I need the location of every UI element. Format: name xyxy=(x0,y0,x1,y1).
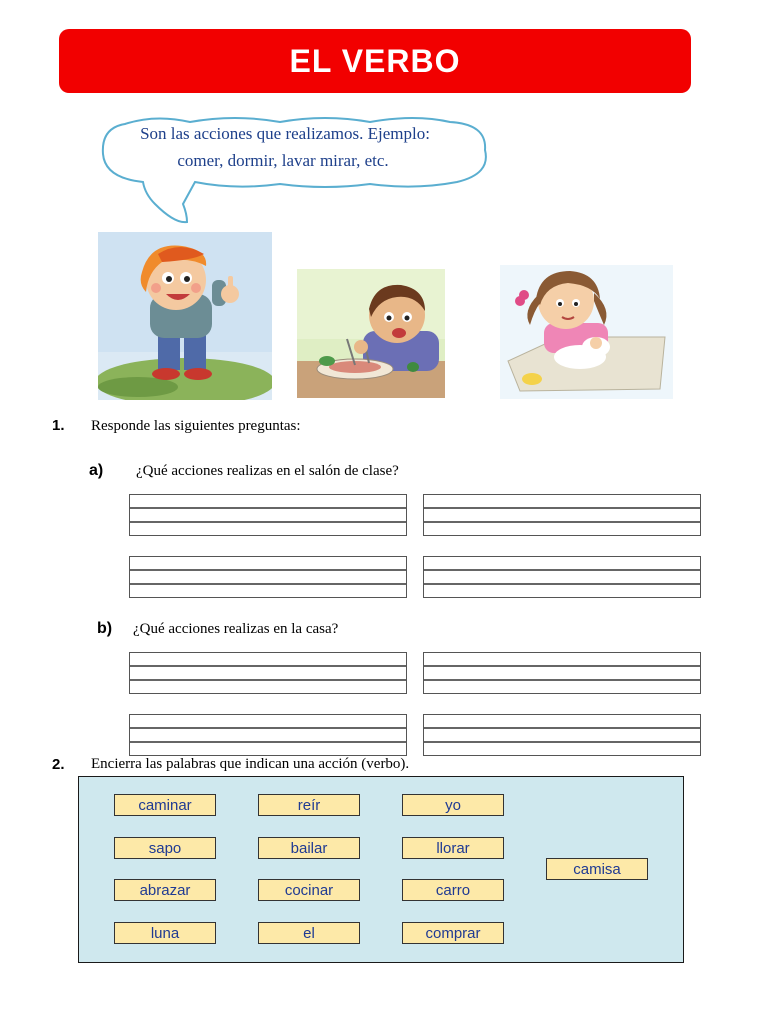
section-2-number: 2. xyxy=(52,756,65,773)
section-1-number: 1. xyxy=(52,417,65,434)
word-el[interactable]: el xyxy=(258,922,360,944)
word-panel xyxy=(78,776,684,963)
word-yo[interactable]: yo xyxy=(402,794,504,816)
boy-eating-illustration xyxy=(297,269,445,398)
word-comprar[interactable]: comprar xyxy=(402,922,504,944)
answer-box-a-1[interactable] xyxy=(129,494,407,536)
word-carro[interactable]: carro xyxy=(402,879,504,901)
answer-box-b-2[interactable] xyxy=(423,652,701,694)
question-b-letter: b) xyxy=(97,620,113,637)
bubble-line-1: Son las acciones que realizamos. Ejemplo: xyxy=(140,124,430,143)
section-2-prompt: Encierra las palabras que indican una acción (verbo). xyxy=(91,756,410,772)
section-1-prompt: Responde las siguientes preguntas: xyxy=(91,418,301,434)
speech-bubble xyxy=(95,112,495,232)
word-luna[interactable]: luna xyxy=(114,922,216,944)
answer-box-a-2[interactable] xyxy=(423,494,701,536)
bubble-line-2: comer, dormir, lavar mirar, etc. xyxy=(177,151,389,170)
word-reir[interactable]: reír xyxy=(258,794,360,816)
answer-box-a-4[interactable] xyxy=(423,556,701,598)
question-b-text: ¿Qué acciones realizas en la casa? xyxy=(133,621,339,637)
answer-box-b-4[interactable] xyxy=(423,714,701,756)
answer-box-b-1[interactable] xyxy=(129,652,407,694)
answer-box-b-3[interactable] xyxy=(129,714,407,756)
word-caminar[interactable]: caminar xyxy=(114,794,216,816)
title-banner xyxy=(59,29,691,93)
word-bailar[interactable]: bailar xyxy=(258,837,360,859)
boy-pointing-illustration xyxy=(98,232,272,400)
word-llorar[interactable]: llorar xyxy=(402,837,504,859)
question-a-text: ¿Qué acciones realizas en el salón de clase? xyxy=(136,463,399,479)
girl-washing-illustration xyxy=(500,265,673,399)
page-title: EL VERBO xyxy=(289,42,461,79)
word-sapo[interactable]: sapo xyxy=(114,837,216,859)
answer-box-a-3[interactable] xyxy=(129,556,407,598)
word-camisa[interactable]: camisa xyxy=(546,858,648,880)
question-a-letter: a) xyxy=(89,462,104,479)
word-cocinar[interactable]: cocinar xyxy=(258,879,360,901)
word-abrazar[interactable]: abrazar xyxy=(114,879,216,901)
